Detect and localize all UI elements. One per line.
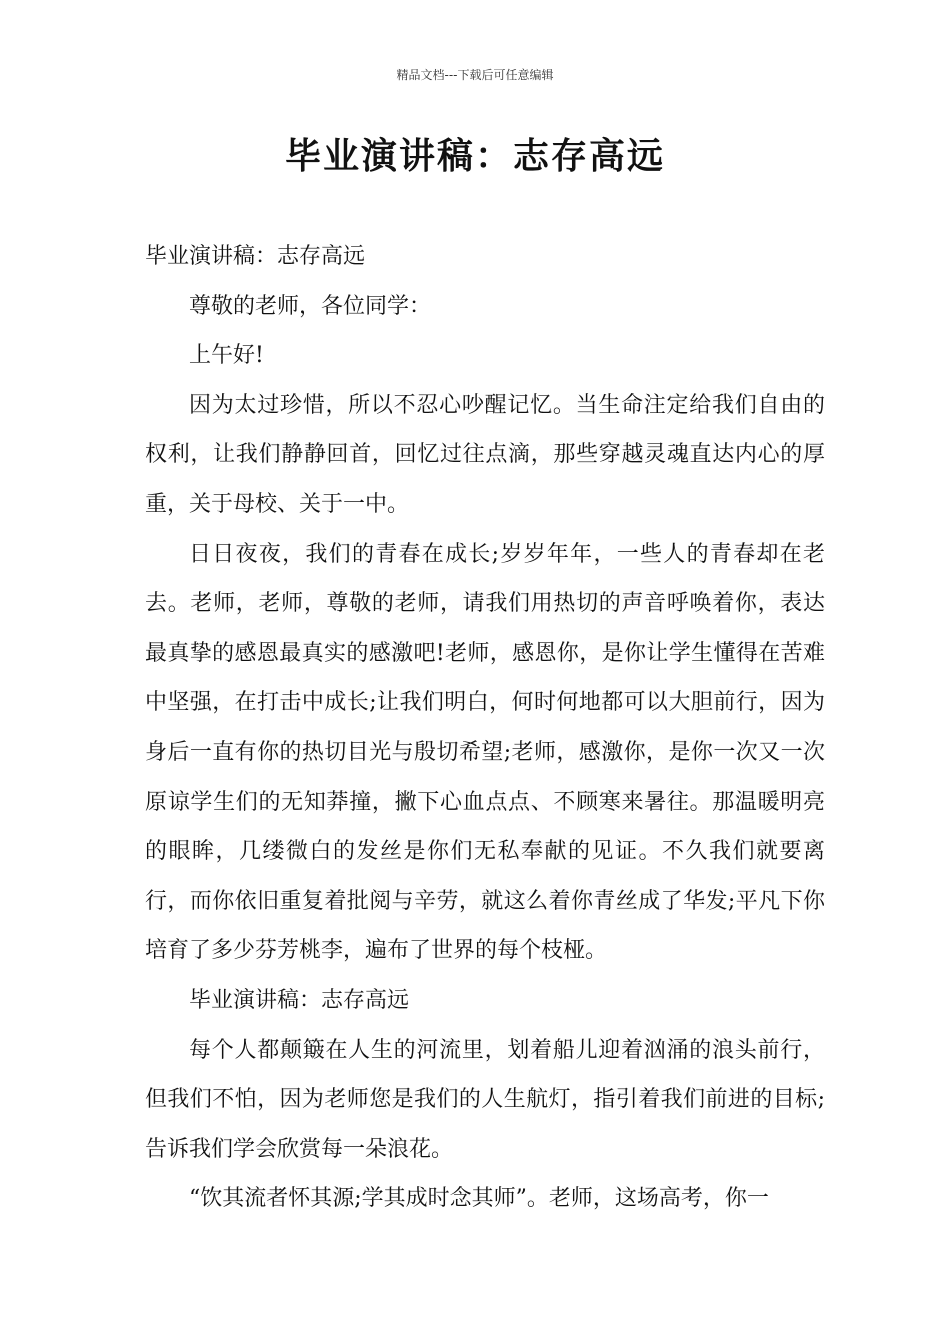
body-paragraph: 因为太过珍惜，所以不忍心吵醒记忆。当生命注定给我们自由的权利，让我们静静回首，回忆过往点滴，那些穿越灵魂直达内心的厚重，关于母校、关于一中。	[145, 392, 825, 517]
page-title: 毕业演讲稿：志存高远	[284, 136, 665, 177]
subtitle-paragraph: 毕业演讲稿：志存高远	[145, 244, 366, 269]
document-body	[145, 232, 825, 1224]
section-heading-paragraph: 毕业演讲稿：志存高远	[189, 987, 410, 1013]
body-paragraph: “饮其流者怀其源;学其成时念其师”。老师，这场高考，你一	[189, 1186, 769, 1212]
header-note: 精品文档---下载后可任意编辑	[396, 68, 554, 82]
greeting-paragraph: 尊敬的老师，各位同学：	[189, 293, 432, 319]
body-paragraph: 日日夜夜，我们的青春在成长;岁岁年年，一些人的青春却在老去。老师，老师，尊敬的老师，请我们用热切的声音呼唤着你，表达最真挚的感恩最真实的感激吧!老师，感恩你，是你让学生懂得在苦难中坚强，在打击中成长;让我们明白，何时何地都可以大胆前行，因为身后一直有你的热切目光与殷切希望;老师，感激你，是你一次又一次原谅学生们的无知莽撞，撇下心血点点、不顾寒来暑往。那温暖明亮的眼眸，几缕微白的发丝是你们无私奉献的见证。不久我们就要离行，而你依旧重复着批阅与辛劳，就这么着你青丝成了华发;平凡下你培育了多少芬芳桃李，遍布了世界的每个枝桠。	[145, 541, 825, 964]
salutation-paragraph: 上午好!	[189, 343, 264, 369]
body-paragraph: 每个人都颠簸在人生的河流里，划着船儿迎着汹涌的浪头前行，但我们不怕，因为老师您是我们的人生航灯，指引着我们前进的目标;告诉我们学会欣赏每一朵浪花。	[145, 1037, 825, 1162]
